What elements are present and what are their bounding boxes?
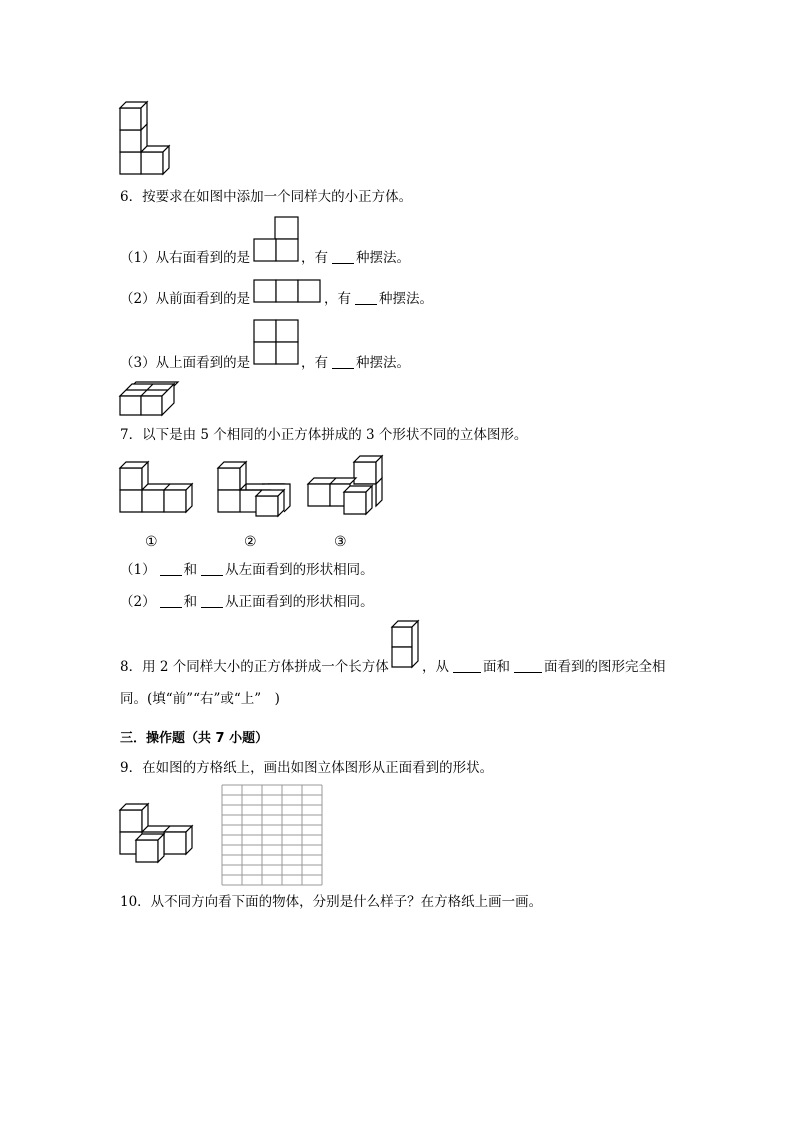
question-9-title: 9．在如图的方格纸上，画出如图立体图形从正面看到的形状。	[120, 760, 494, 776]
item-end: 种摆法。	[356, 250, 410, 266]
q7-figure-1	[118, 458, 202, 516]
q8-text-3: 面和	[483, 659, 510, 675]
answer-blank[interactable]	[453, 659, 481, 673]
cube-figure-slab	[118, 378, 188, 418]
q8-text-4: 面看到的图形完全相	[544, 659, 666, 675]
cube-figure-top	[118, 98, 178, 178]
question-10-title: 10．从不同方向看下面的物体，分别是什么样子？在方格纸上画一画。	[120, 894, 543, 910]
item-prefix: （1）	[120, 562, 156, 578]
question-8-line-1-cont	[422, 658, 666, 676]
q9-grid-paper[interactable]	[221, 784, 325, 886]
answer-blank[interactable]	[201, 594, 223, 608]
item-prefix: （3）从上面看到的是	[120, 355, 251, 371]
item-end: 种摆法。	[356, 355, 410, 371]
answer-blank[interactable]	[514, 659, 542, 673]
question-6-item-3	[120, 354, 250, 372]
answer-blank[interactable]	[332, 250, 354, 264]
item-prefix: （2）从前面看到的是	[120, 291, 251, 307]
q7-figure-3	[306, 452, 390, 518]
cuboid-figure	[390, 619, 422, 671]
q9-cube-figure	[118, 800, 202, 866]
question-6-item-2	[120, 290, 250, 308]
item-prefix: （1）从右面看到的是	[120, 250, 251, 266]
figure-label-1: ①	[145, 534, 158, 550]
question-7-item-1	[120, 561, 374, 579]
question-6-item-1-answer	[301, 249, 410, 267]
question-7-title: 7．以下是由 5 个相同的小正方体拼成的 3 个形状不同的立体图形。	[120, 427, 528, 443]
item-end: 种摆法。	[379, 291, 433, 307]
right-view-shape	[253, 215, 301, 263]
item-suffix: ，有	[301, 355, 328, 371]
question-8-line-1	[120, 658, 389, 676]
question-7-item-2	[120, 593, 374, 611]
question-6-item-1	[120, 249, 250, 267]
item-suffix: ，有	[324, 291, 351, 307]
question-8-line-2: 同。(填“前”“右”或“上” )	[120, 691, 280, 707]
answer-blank[interactable]	[160, 562, 182, 576]
figure-label-2: ②	[244, 534, 257, 550]
question-6-item-2-answer	[324, 290, 433, 308]
section-3-heading: 三．操作题（共 7 小题）	[120, 731, 269, 746]
item-mid: 和	[183, 562, 198, 578]
answer-blank[interactable]	[355, 291, 377, 305]
item-end: 从正面看到的形状相同。	[225, 594, 374, 610]
top-view-shape	[253, 319, 301, 367]
answer-blank[interactable]	[201, 562, 223, 576]
q8-text-2: ，从	[422, 659, 449, 675]
q8-text-1: 8．用 2 个同样大小的正方体拼成一个长方体	[120, 659, 389, 675]
item-prefix: （2）	[120, 594, 156, 610]
front-view-shape	[253, 279, 323, 305]
figure-label-3: ③	[334, 534, 347, 550]
answer-blank[interactable]	[160, 594, 182, 608]
item-suffix: ，有	[301, 250, 328, 266]
item-end: 从左面看到的形状相同。	[225, 562, 374, 578]
q7-figure-2	[216, 458, 300, 520]
question-6-title: 6．按要求在如图中添加一个同样大的小正方体。	[120, 189, 413, 205]
answer-blank[interactable]	[332, 355, 354, 369]
question-6-item-3-answer	[301, 354, 410, 372]
item-mid: 和	[183, 594, 198, 610]
